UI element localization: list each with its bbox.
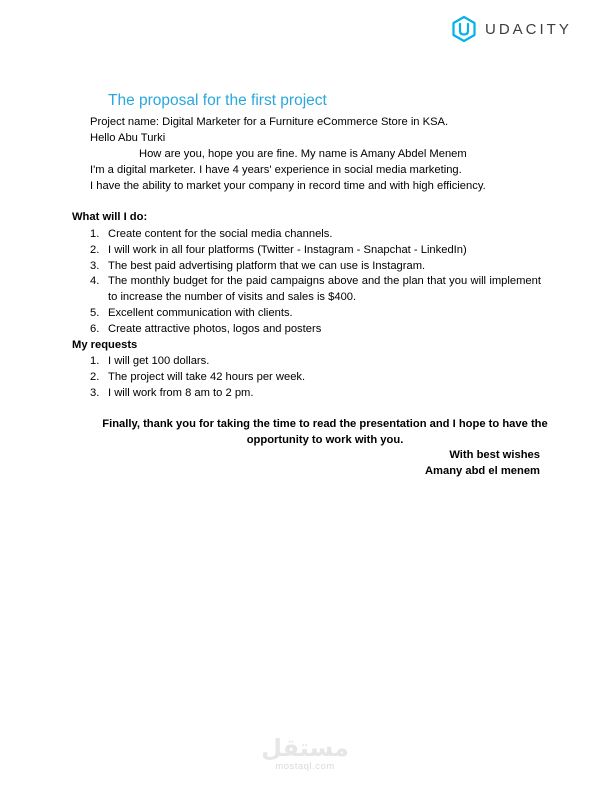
- logo-wordmark: UDACITY: [485, 20, 572, 38]
- list-item: I will work in all four platforms (Twitter - Instagram - Snapchat - LinkedIn): [108, 244, 467, 256]
- udacity-u-icon: [452, 16, 476, 42]
- intro-line-2: I'm a digital marketer. I have 4 years' experience in social media marketing.: [90, 164, 462, 176]
- udacity-logo: [452, 15, 572, 43]
- list-item: The best paid advertising platform that we can use is Instagram.: [108, 260, 426, 272]
- list-item: Create content for the social media channels.: [108, 228, 333, 240]
- list-item: The monthly budget for the paid campaigns above and the plan that you will implement to increase the number of visits and sales is $400.: [108, 275, 541, 303]
- list-number: 4.: [90, 275, 100, 287]
- list-number: 1.: [90, 355, 100, 367]
- list-item: Excellent communication with clients.: [108, 307, 293, 319]
- intro-line-1: How are you, hope you are fine. My name is Amany Abdel Menem: [139, 148, 467, 160]
- closing-paragraph: Finally, thank you for taking the time to read the presentation and I hope to have the opportunity to work with you.: [102, 418, 548, 446]
- list-number: 6.: [90, 323, 100, 335]
- list-item: The project will take 42 hours per week.: [108, 371, 306, 383]
- list-number: 3.: [90, 387, 100, 399]
- section-heading-what: What will I do:: [72, 211, 148, 223]
- project-name: Project name: Digital Marketer for a Furniture eCommerce Store in KSA.: [90, 116, 449, 128]
- list-number: 2.: [90, 371, 100, 383]
- list-number: 5.: [90, 307, 100, 319]
- list-item: I will get 100 dollars.: [108, 355, 210, 367]
- list-item: I will work from 8 am to 2 pm.: [108, 387, 254, 399]
- mostaql-watermark: [255, 735, 355, 772]
- sign-off: With best wishes: [449, 449, 540, 461]
- section-heading-requests: My requests: [72, 339, 138, 351]
- watermark-arabic: مستقل: [261, 734, 349, 762]
- greeting: Hello Abu Turki: [90, 132, 166, 144]
- list-number: 2.: [90, 244, 100, 256]
- list-item: Create attractive photos, logos and posters: [108, 323, 322, 335]
- list-number: 1.: [90, 228, 100, 240]
- watermark-url: mostaql.com: [275, 761, 335, 772]
- signature: Amany abd el menem: [424, 465, 540, 477]
- intro-line-3: I have the ability to market your company in record time and with high efficiency.: [90, 180, 486, 192]
- document-title: The proposal for the first project: [108, 92, 327, 109]
- list-number: 3.: [90, 260, 100, 272]
